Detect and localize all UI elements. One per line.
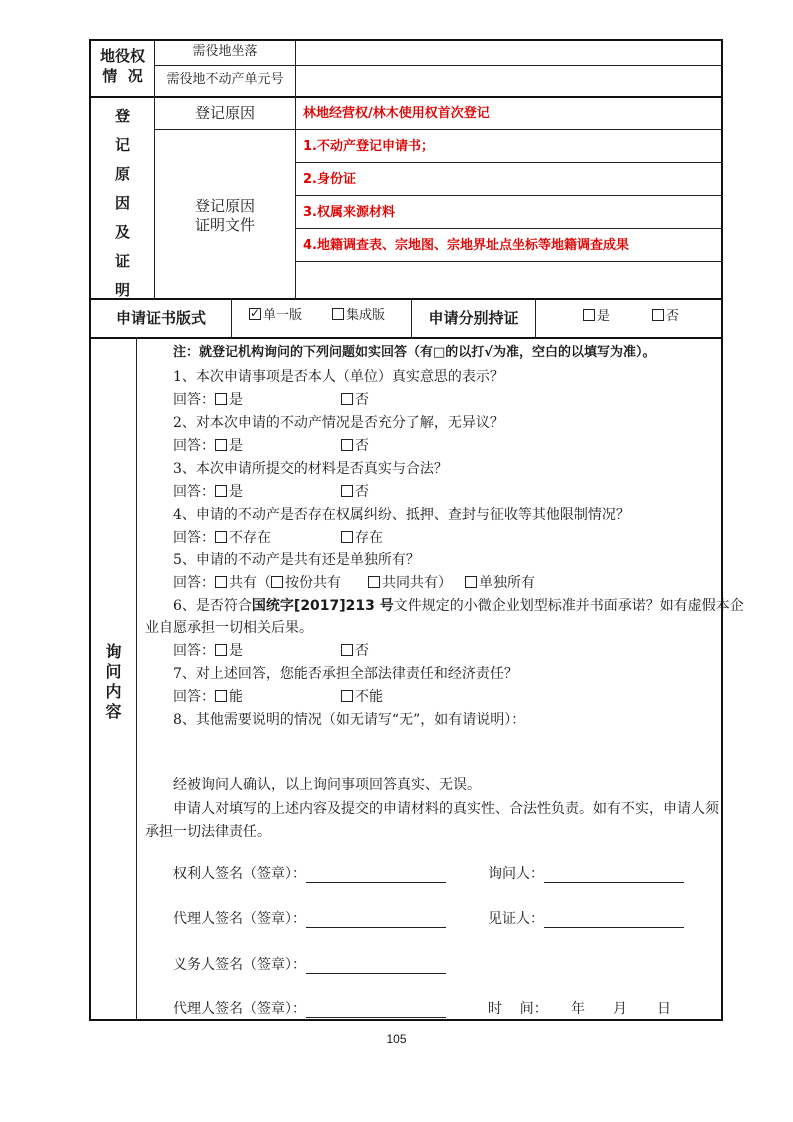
witness-signature	[488, 910, 684, 928]
answer-3-yes-label: 是	[229, 484, 243, 500]
easement-title-line2: 情 况	[102, 67, 143, 85]
answer-1-no-label: 否	[355, 392, 369, 408]
question-4: 4、申请的不动产是否存在权属纠纷、抵押、查封与征收等其他限制情况？	[173, 507, 630, 523]
agent-signature-2-line[interactable]	[306, 1003, 446, 1018]
frame-bottom	[89, 1019, 723, 1021]
registration-title-char: 明	[114, 281, 130, 299]
answer-7-yes-checkbox[interactable]	[215, 690, 227, 702]
answer-5-by-share-label: 按份共有	[285, 575, 341, 591]
docs-label-line1: 登记原因	[194, 197, 255, 215]
inquiry-title-char: 问	[105, 662, 122, 681]
separate-yes-label: 是	[597, 309, 611, 324]
question-6-suffix: 文件规定的小微企业划型标准并书面承诺？如有虚假本企	[393, 598, 744, 614]
answer-4-exists-checkbox[interactable]	[341, 531, 353, 543]
answer-6-no-label: 否	[355, 643, 369, 659]
answer-2	[173, 437, 243, 455]
answer-1-no-checkbox[interactable]	[341, 393, 353, 405]
doc-row-rule-3	[295, 228, 723, 229]
answer-2-yes-checkbox[interactable]	[215, 439, 227, 451]
answer-2-no-label: 否	[355, 438, 369, 454]
answer-6-no-checkbox[interactable]	[341, 644, 353, 656]
answer-label: 回答：	[173, 438, 215, 454]
reason-label: 登记原因	[194, 104, 255, 122]
answer-6-yes-checkbox[interactable]	[215, 644, 227, 656]
inquiry-title-char: 内	[105, 682, 122, 701]
answer-4-none-label: 不存在	[229, 530, 271, 546]
registration-title-char: 证	[114, 252, 130, 270]
doc-row-rule-1	[295, 162, 723, 163]
rights-holder-signature-line[interactable]	[306, 868, 446, 883]
agent-signature-1-line[interactable]	[306, 913, 446, 928]
answer-2-yes-label: 是	[229, 438, 243, 454]
certificate-bottom-rule	[89, 337, 723, 339]
option-single-version[interactable]	[249, 307, 302, 325]
answer-7-no-checkbox[interactable]	[341, 690, 353, 702]
easement-unit-number-label: 需役地不动产单元号	[166, 72, 284, 87]
registration-bottom-rule	[89, 298, 723, 300]
reason-row-rule	[154, 129, 723, 130]
doc-item-4[interactable]: 4.地籍调查表、宗地图、宗地界址点坐标等地籍调查成果	[303, 238, 629, 253]
witness-signature-label: 见证人：	[488, 911, 544, 927]
easement-col-2	[295, 39, 296, 96]
frame-top	[89, 39, 723, 41]
answer-5-sole-checkbox[interactable]	[465, 576, 477, 588]
registration-title-char: 因	[114, 194, 130, 212]
obligor-signature-label: 义务人签名（签章）：	[173, 957, 306, 973]
answer-3-yes-checkbox[interactable]	[215, 485, 227, 497]
answer-5-sole-label: 单独所有	[479, 575, 535, 591]
separate-yes-checkbox[interactable]	[583, 309, 595, 321]
obligor-signature-line[interactable]	[306, 959, 446, 974]
certificate-format-label: 申请证书版式	[115, 309, 206, 327]
answer-7-no-label: 不能	[355, 689, 383, 705]
inquiry-note: 注：就登记机构询问的下列问题如实回答（有□的以打√为准，空白的以填写为准）。	[173, 345, 656, 360]
doc-row-rule-4	[295, 261, 723, 262]
separate-yes-option[interactable]	[583, 308, 610, 326]
registration-title-char: 原	[114, 165, 130, 183]
answer-2-no-checkbox[interactable]	[341, 439, 353, 451]
registration-title-char: 及	[114, 223, 130, 241]
answer-label: 回答：	[173, 530, 215, 546]
docs-label-line2: 证明文件	[194, 216, 255, 234]
answer-5	[173, 574, 341, 592]
certificate-col-1	[231, 298, 232, 337]
integrated-version-checkbox[interactable]	[332, 308, 344, 320]
question-6-prefix: 6、是否符合	[173, 598, 252, 614]
agent-signature-1-label: 代理人签名（签章）：	[173, 911, 306, 927]
separate-no-option[interactable]	[652, 308, 679, 326]
inquiry-title-char: 询	[105, 642, 122, 661]
month-label: 月	[613, 1001, 627, 1017]
answer-label: 回答：	[173, 643, 215, 659]
doc-row-rule-2	[295, 195, 723, 196]
time-label: 时 间：	[488, 1001, 548, 1017]
answer-5-joint[interactable]	[368, 574, 452, 592]
answer-5-sole[interactable]	[465, 574, 535, 592]
applicant-statement-line2: 承担一切法律责任。	[145, 824, 271, 840]
year-label: 年	[571, 1001, 585, 1017]
single-version-checkbox[interactable]	[249, 308, 261, 320]
rights-holder-signature	[173, 865, 446, 883]
easement-row-rule	[154, 65, 723, 66]
answer-5-by-share-checkbox[interactable]	[271, 576, 283, 588]
registration-title-char: 记	[114, 136, 130, 154]
registration-col-2	[295, 96, 296, 298]
inquirer-signature-line[interactable]	[544, 868, 684, 883]
inquiry-title-char: 容	[105, 702, 122, 721]
doc-item-3[interactable]: 3.权属来源材料	[303, 205, 395, 220]
question-7: 7、对上述回答，您能否承担全部法律责任和经济责任？	[173, 666, 518, 682]
answer-1	[173, 391, 243, 409]
answer-4-none-checkbox[interactable]	[215, 531, 227, 543]
answer-4-exists-label: 存在	[355, 530, 383, 546]
doc-item-2[interactable]: 2.身份证	[303, 172, 356, 187]
registration-section-title	[91, 105, 154, 308]
answer-4-exists[interactable]	[341, 529, 383, 547]
reason-value[interactable]: 林地经营权/林木使用权首次登记	[303, 106, 490, 121]
obligor-signature	[173, 956, 446, 974]
answer-2-no[interactable]	[341, 437, 369, 455]
answer-6	[173, 642, 243, 660]
inquirer-signature	[488, 865, 684, 883]
question-3: 3、本次申请所提交的材料是否真实与合法？	[173, 461, 448, 477]
agent-signature-2-label: 代理人签名（签章）：	[173, 1001, 306, 1017]
confirmation-statement: 经被询问人确认，以上询问事项回答真实、无误。	[173, 777, 481, 793]
answer-7-no[interactable]	[341, 688, 383, 706]
question-1: 1、本次申请事项是否本人（单位）真实意思的表示？	[173, 369, 504, 385]
answer-5-joint-checkbox[interactable]	[368, 576, 380, 588]
answer-label: 回答：	[173, 689, 215, 705]
answer-label: 回答：	[173, 484, 215, 500]
answer-4	[173, 529, 271, 547]
doc-item-1[interactable]: 1.不动产登记申请书；	[303, 139, 434, 154]
answer-6-yes-label: 是	[229, 643, 243, 659]
question-6-line2: 业自愿承担一切相关后果。	[145, 620, 313, 636]
inquiry-section-title	[91, 639, 136, 719]
answer-3-no[interactable]	[341, 483, 369, 501]
question-8: 8、其他需要说明的情况（如无请写“无”，如有请说明）：	[173, 712, 526, 728]
separate-no-label: 否	[666, 309, 680, 324]
question-6	[173, 597, 744, 615]
question-6-document-ref: 国统字[2017]213 号	[251, 598, 394, 614]
inquirer-signature-label: 询问人：	[488, 866, 544, 882]
integrated-version-label: 集成版	[346, 308, 386, 323]
applicant-statement-line1: 申请人对填写的上述内容及提交的申请材料的真实性、合法性负责。如有不实，申请人须	[173, 801, 719, 817]
rights-holder-signature-label: 权利人签名（签章）：	[173, 866, 306, 882]
answer-3-no-label: 否	[355, 484, 369, 500]
answer-5-joint-label: 共同共有）	[382, 575, 452, 591]
separate-no-checkbox[interactable]	[652, 309, 664, 321]
separate-certificate-label: 申请分别持证	[428, 309, 519, 327]
option-integrated-version[interactable]	[332, 307, 385, 325]
answer-5-shared-checkbox[interactable]	[215, 576, 227, 588]
agent-signature-2	[173, 1000, 446, 1018]
answer-7-yes-label: 能	[229, 689, 243, 705]
single-version-label: 单一版	[263, 308, 303, 323]
question-5: 5、申请的不动产是共有还是单独所有？	[173, 552, 420, 568]
answer-label: 回答：	[173, 575, 215, 591]
answer-7	[173, 688, 243, 706]
answer-1-yes-checkbox[interactable]	[215, 393, 227, 405]
witness-signature-line[interactable]	[544, 913, 684, 928]
registration-form	[89, 39, 744, 1021]
frame-right	[721, 39, 723, 1021]
agent-signature-1	[173, 910, 446, 928]
answer-3	[173, 483, 243, 501]
answer-label: 回答：	[173, 392, 215, 408]
answer-3-no-checkbox[interactable]	[341, 485, 353, 497]
question-2: 2、对本次申请的不动产情况是否充分了解，无异议？	[173, 415, 504, 431]
page-number: 105	[386, 1032, 407, 1046]
answer-6-no[interactable]	[341, 642, 369, 660]
answer-1-no[interactable]	[341, 391, 369, 409]
easement-title-line1: 地役权	[99, 47, 145, 65]
answer-1-yes-label: 是	[229, 392, 243, 408]
registration-title-char: 登	[114, 107, 130, 125]
easement-location-label: 需役地坐落	[192, 44, 258, 59]
day-label: 日	[657, 1001, 671, 1017]
answer-5-shared-label: 共有（	[229, 575, 271, 591]
certificate-col-3	[535, 298, 536, 337]
inquiry-col-1	[136, 337, 137, 1019]
easement-bottom-rule	[89, 96, 723, 98]
